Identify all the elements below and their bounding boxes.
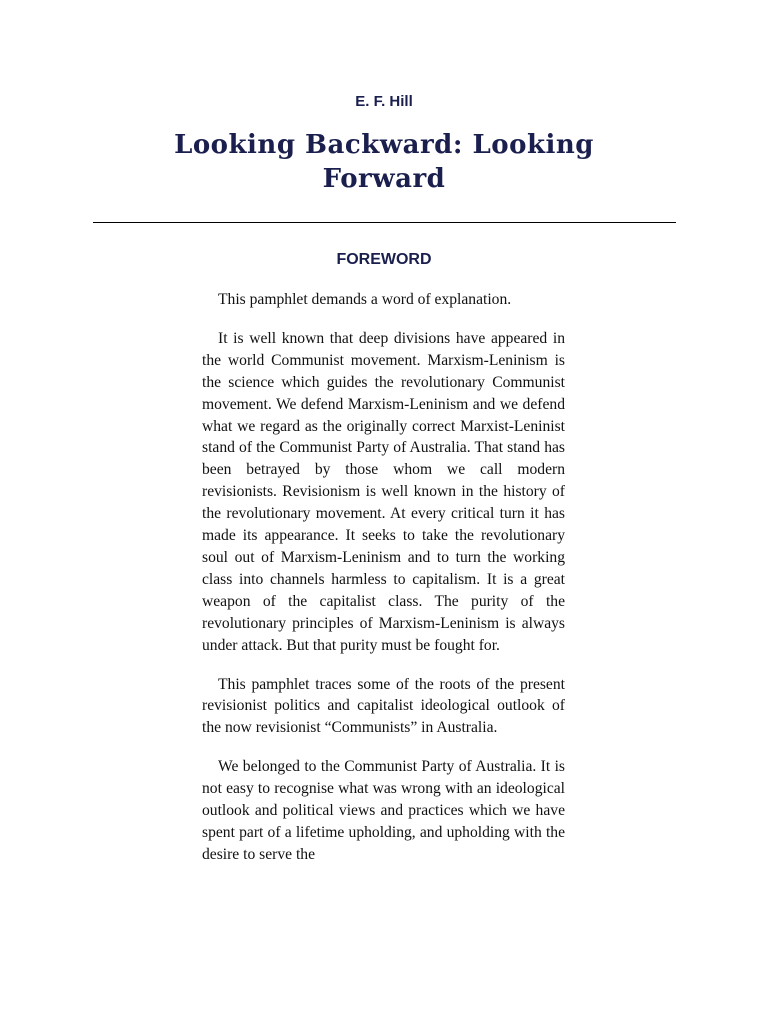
paragraph: This pamphlet traces some of the roots of the present revisionist politics and capitalist ideological outlook of the now revisionist “Communists” in Australia. [202, 675, 565, 737]
body-text [202, 289, 565, 883]
author-name: E. F. Hill [355, 93, 413, 110]
document-title: Looking Backward: Looking Forward [174, 130, 594, 194]
paragraph: It is well known that deep divisions have appeared in the world Communist movement. Marxism-Leninism is the science which guides the revolutionary Communist movement. We defend Marxism-Leninism and we defend what we regard as the originally correct Marxist-Leninist stand of the Communist Party of Australia. That stand has been betrayed by those whom we call modern revisionists. Revisionism is well known in the history of the revolutionary movement. At every critical turn it has made its appearance. It seeks to take the revolutionary soul out of Marxism-Leninism and to turn the working class into channels harmless to capitalism. It is a great weapon of the capitalist class. The purity of the revolutionary principles of Marxism-Leninism is always under attack. But that purity must be fought for. [202, 329, 565, 654]
paragraph: This pamphlet demands a word of explanation. [218, 291, 512, 308]
horizontal-rule [93, 222, 676, 223]
section-heading: FOREWORD [336, 251, 432, 268]
paragraph: We belonged to the Communist Party of Australia. It is not easy to recognise what was wrong with an ideological outlook and political views and practices which we have spent part of a lifetime upholding, and upholding with the desire to serve the [202, 758, 565, 863]
